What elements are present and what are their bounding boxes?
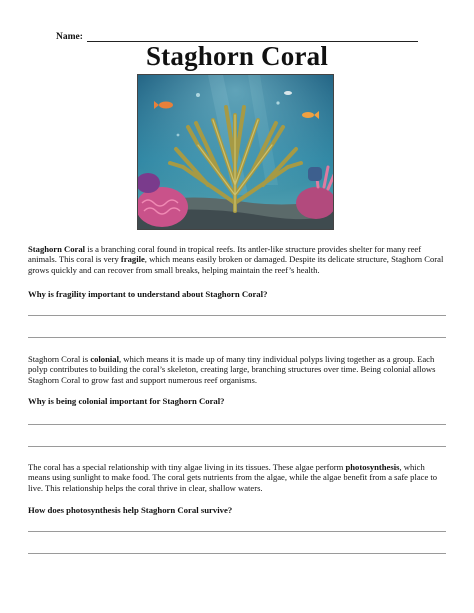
answer-line-3b[interactable] bbox=[28, 553, 446, 554]
answer-line-3a[interactable] bbox=[28, 531, 446, 532]
question-2: Why is being colonial important for Staghorn Coral? bbox=[28, 396, 225, 406]
paragraph-2 bbox=[28, 354, 448, 385]
answer-line-2a[interactable] bbox=[28, 424, 446, 425]
coral-illustration-svg bbox=[138, 75, 333, 229]
paragraph-text: is a branching coral found in tropical reefs. Its antler-like structure provides shelter for many reef animals. This coral is very bbox=[28, 244, 422, 265]
question-1: Why is fragility important to understand about Staghorn Coral? bbox=[28, 289, 268, 299]
paragraph-1 bbox=[28, 244, 448, 275]
bold-term: Staghorn Coral bbox=[28, 244, 86, 254]
paragraph-text: , which means it is made up of many tiny individual polyps living together as a group. Each polyp contributes to building the coral’s skeleton, creating large, branching structures over time. Being colonial allows Staghorn Coral to grow fast and support numerous reef organisms. bbox=[28, 354, 436, 385]
paragraph-text: , which means using sunlight to make food. The coral gets nutrients from the algae, while the algae benefit from a safe place to live. This relationship helps the coral thrive in clear, shallow waters. bbox=[28, 462, 438, 493]
answer-line-2b[interactable] bbox=[28, 446, 446, 447]
bold-term: fragile bbox=[120, 254, 145, 265]
name-label: Name: bbox=[56, 32, 83, 42]
page-title: Staghorn Coral bbox=[145, 41, 329, 71]
bold-term: photosynthesis bbox=[345, 462, 400, 472]
answer-line-1a[interactable] bbox=[28, 315, 446, 316]
paragraph-text: , which means easily broken or damaged. Despite its delicate structure, Staghorn Coral grows quickly and can recover from small breaks, helping maintain the reef’s health. bbox=[28, 254, 444, 275]
coral-illustration bbox=[137, 74, 334, 230]
paragraph-3 bbox=[28, 462, 448, 493]
paragraph-text: Staghorn Coral is bbox=[28, 354, 91, 364]
answer-line-1b[interactable] bbox=[28, 337, 446, 338]
bold-term: colonial bbox=[90, 354, 119, 364]
paragraph-text: The coral has a special relationship with tiny algae living in its tissues. These algae perform bbox=[28, 462, 346, 472]
question-3: How does photosynthesis help Staghorn Coral survive? bbox=[28, 505, 233, 515]
